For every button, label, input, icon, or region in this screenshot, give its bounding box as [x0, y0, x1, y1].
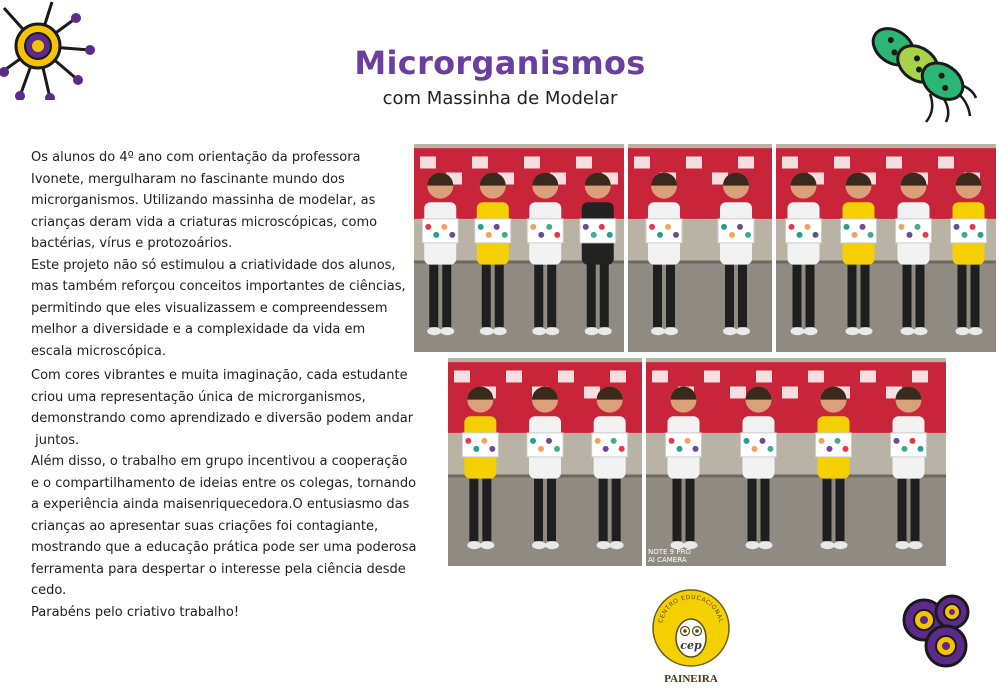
closing-paragraph	[31, 365, 423, 623]
class-photo	[776, 144, 996, 352]
class-photo	[414, 144, 624, 352]
logo-initials: cep	[680, 639, 702, 652]
text-line: Com cores vibrantes e muita imaginação, cada estudante	[31, 368, 408, 383]
text-line: mostrando que a educação prática pode ser uma poderosa	[31, 540, 417, 555]
text-line: Parabéns pelo criativo trabalho!	[31, 604, 240, 620]
text-line: crianças deram vida a criaturas microscópicas, como	[31, 214, 378, 230]
text-line: cedo.	[31, 583, 67, 598]
text-line: permitindo que eles visualizassem e compreendessem	[31, 300, 388, 316]
text-line: Este projeto não só estimulou a criatividade dos alunos,	[31, 257, 396, 273]
class-photo	[646, 358, 946, 566]
cell-cluster-decoration-icon	[894, 590, 978, 674]
text-line: melhor a diversidade e a complexidade da vida em	[31, 322, 366, 337]
text-line: criou uma representação única de microrganismos,	[31, 389, 366, 405]
text-line: Ivonete, mergulharam no fascinante mundo dos	[31, 171, 345, 187]
class-photo	[628, 144, 772, 352]
logo-name: PAINEIRA	[664, 673, 718, 685]
text-line: microrganismos. Utilizando massinha de modelar, as	[31, 193, 376, 208]
text-line: juntos.	[31, 432, 80, 448]
camera-watermark: NOTE 9 PRO AI CAMERA	[648, 548, 691, 564]
text-line: mas também reforçou conceitos importantes de ciências,	[31, 279, 406, 294]
text-line: Os alunos do 4º ano com orientação da professora	[31, 150, 361, 165]
school-logo	[650, 586, 732, 686]
text-line: a experiência ainda maisenriquecedora.O entusiasmo das	[31, 497, 410, 512]
text-line: bactérias, vírus e protozoários.	[31, 236, 233, 251]
text-line: crianças ao apresentar suas criações foi contagiante,	[31, 518, 379, 534]
page-subtitle: com Massinha de Modelar	[382, 88, 618, 109]
page-title: Microrganismos	[354, 44, 646, 82]
text-line: e o compartilhamento de ideias entre os colegas, tornando	[31, 475, 417, 491]
logo-arc-text: CENTRO EDUCACIONAL	[657, 593, 725, 624]
intro-paragraph	[31, 147, 423, 362]
text-line: escala microscópica.	[31, 343, 167, 359]
text-line: ferramenta para despertar o interesse pela ciência desde	[31, 561, 406, 577]
text-line: Além disso, o trabalho em grupo incentivou a cooperação	[31, 454, 408, 469]
class-photo	[448, 358, 642, 566]
text-line: demonstrando como aprendizado e diversão podem andar	[31, 411, 414, 426]
